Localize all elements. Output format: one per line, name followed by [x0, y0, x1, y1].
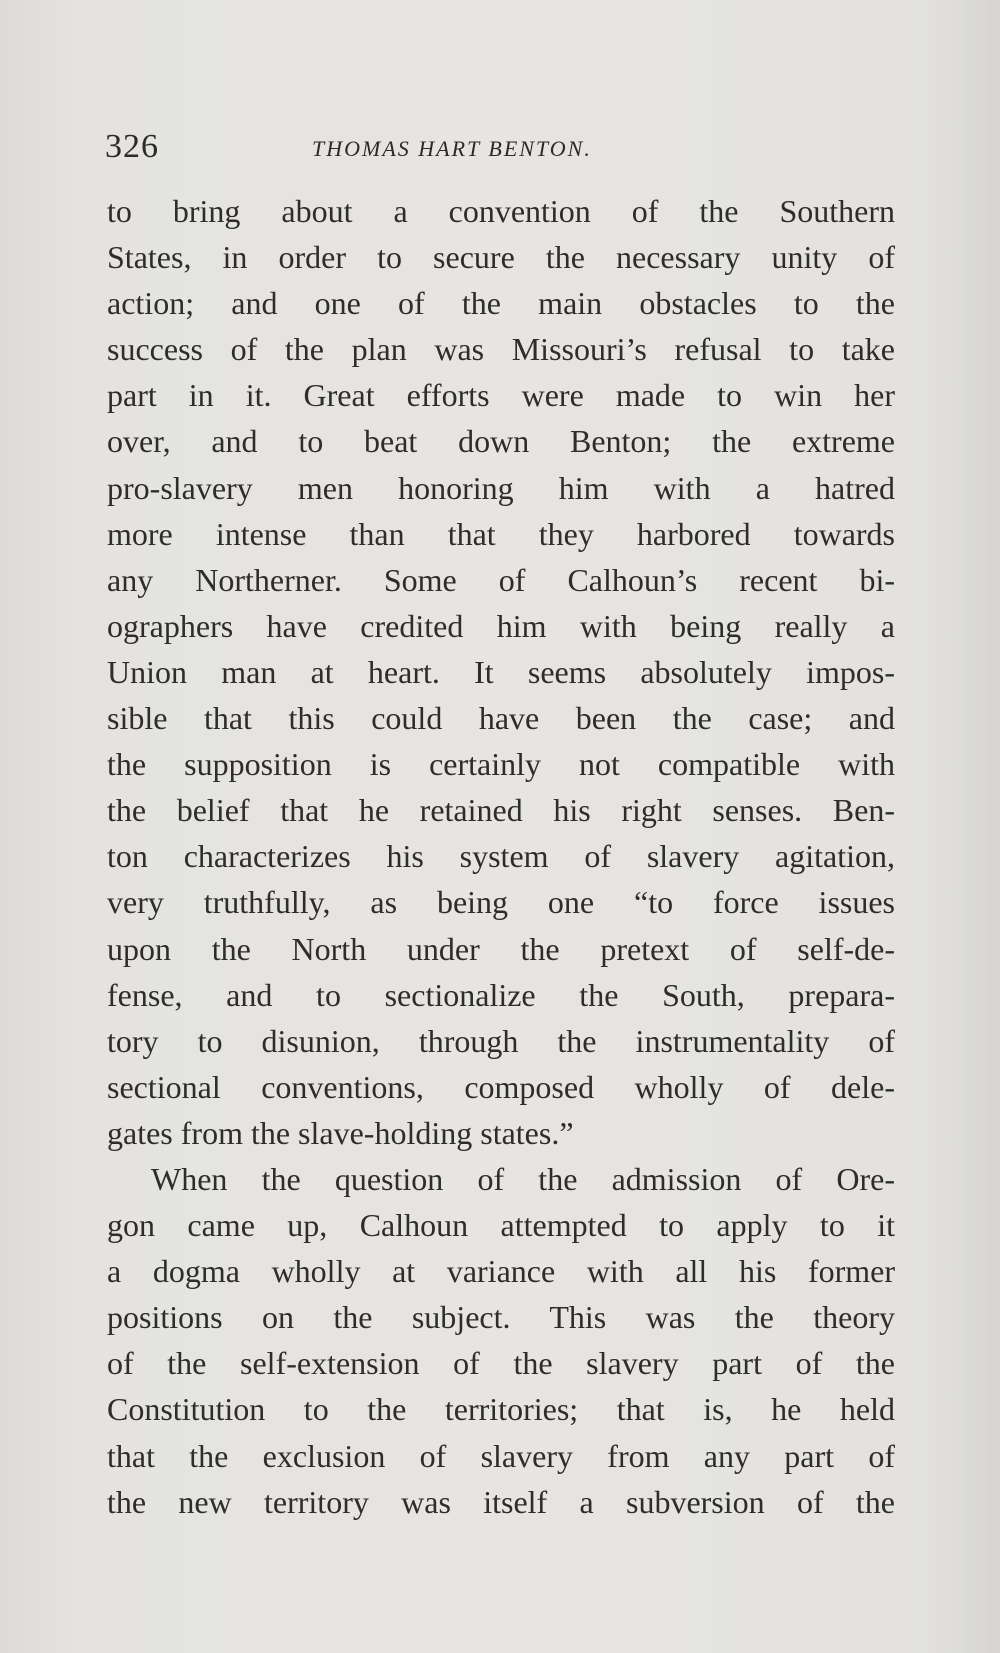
text-line: that the exclusion of slavery from any part of: [107, 1437, 895, 1474]
text-line: the supposition is certainly not compatible with: [107, 746, 895, 783]
text-line: any Northerner. Some of Calhoun’s recent bi-: [107, 561, 895, 598]
paragraph-1: [107, 188, 895, 1156]
running-title: THOMAS HART BENTON.: [312, 136, 592, 161]
text-line: to bring about a convention of the Southern: [107, 193, 895, 229]
text-line: over, and to beat down Benton; the extreme: [107, 423, 895, 460]
text-line: tory to disunion, through the instrumentality of: [107, 1022, 895, 1059]
text-line: sible that this could have been the case; and: [107, 700, 895, 737]
text-line: Union man at heart. It seems absolutely impos-: [107, 653, 895, 690]
paragraph-2: [107, 1156, 895, 1525]
text-line: ographers have credited him with being really a: [107, 607, 895, 644]
text-line: Constitution to the territories; that is, he held: [107, 1391, 895, 1428]
text-line: positions on the subject. This was the theory: [107, 1299, 895, 1336]
text-line: part in it. Great efforts were made to win her: [107, 377, 895, 414]
text-line: pro-slavery men honoring him with a hatred: [107, 469, 895, 506]
text-line: gon came up, Calhoun attempted to apply to it: [107, 1207, 895, 1244]
text-line: action; and one of the main obstacles to the: [107, 285, 895, 322]
text-line: gates from the slave-holding states.”: [107, 1114, 574, 1151]
text-line: When the question of the admission of Ore-: [151, 1160, 895, 1197]
text-line: upon the North under the pretext of self-de-: [107, 930, 895, 967]
text-line: States, in order to secure the necessary unity of: [107, 239, 895, 276]
text-line: the new territory was itself a subversion of the: [107, 1483, 895, 1520]
body-text: [107, 188, 895, 1525]
text-line: sectional conventions, composed wholly of dele-: [107, 1068, 895, 1105]
text-line: success of the plan was Missouri’s refusal to take: [107, 331, 895, 368]
text-line: very truthfully, as being one “to force issues: [107, 884, 895, 921]
text-line: a dogma wholly at variance with all his former: [107, 1253, 895, 1290]
text-line: ton characterizes his system of slavery agitation,: [107, 838, 895, 875]
text-line: of the self-extension of the slavery part of the: [107, 1345, 895, 1382]
page-number: 326: [105, 128, 159, 165]
text-line: more intense than that they harbored towards: [107, 515, 895, 552]
text-line: fense, and to sectionalize the South, prepara-: [107, 976, 895, 1013]
running-head: [105, 128, 905, 178]
text-line: the belief that he retained his right senses. Ben-: [107, 792, 895, 829]
